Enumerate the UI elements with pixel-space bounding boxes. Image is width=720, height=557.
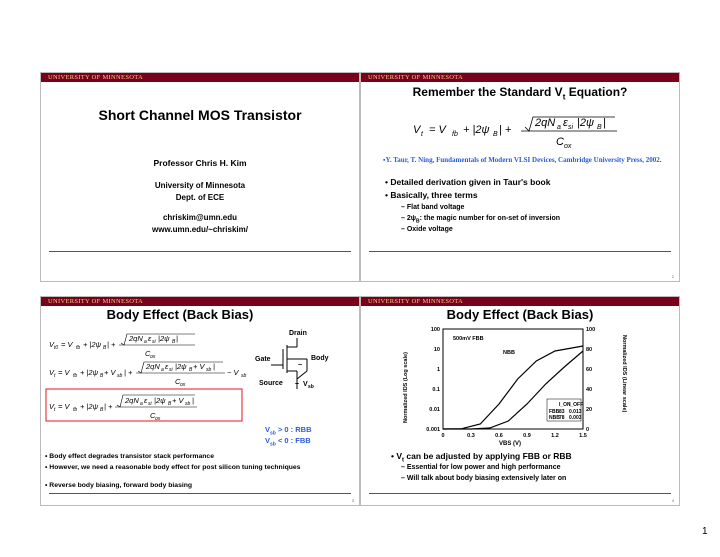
svg-text:fb: fb bbox=[76, 345, 81, 351]
y-right-tick: 100 bbox=[586, 327, 596, 333]
svg-text:| +: | + bbox=[124, 368, 133, 377]
svg-text:si: si bbox=[152, 339, 156, 345]
vbs-ids-chart bbox=[401, 323, 651, 448]
slide1-title: Short Channel MOS Transistor bbox=[98, 107, 302, 123]
svg-text:|: | bbox=[603, 117, 606, 129]
svg-text:− V: − V bbox=[227, 368, 239, 377]
university-header: UNIVERSITY OF MINNESOTA bbox=[368, 298, 463, 305]
page-number: 1 bbox=[702, 526, 708, 537]
svg-text:sb: sb bbox=[117, 373, 123, 379]
svg-text:ε: ε bbox=[165, 362, 169, 371]
svg-text:fb: fb bbox=[73, 407, 78, 413]
svg-text:si: si bbox=[148, 401, 152, 407]
svg-text:t: t bbox=[54, 407, 56, 413]
annotation-fbb: 500mV FBB bbox=[453, 336, 484, 342]
svg-text:sb: sb bbox=[308, 384, 314, 390]
y-left-tick: 100 bbox=[430, 327, 440, 333]
x-tick: 0.9 bbox=[523, 433, 531, 439]
svg-text:|: | bbox=[192, 396, 194, 405]
svg-text:|2ψ: |2ψ bbox=[158, 334, 170, 343]
slide4-title: Body Effect (Back Bias) bbox=[446, 307, 594, 322]
svg-text:+ V: + V bbox=[193, 362, 205, 371]
page-number: 4 bbox=[671, 498, 674, 503]
svg-text:+ V: + V bbox=[104, 368, 116, 377]
svg-text:B: B bbox=[493, 131, 498, 138]
svg-text:2qN: 2qN bbox=[535, 117, 556, 129]
svg-text:B: B bbox=[168, 401, 172, 407]
svg-text:|: | bbox=[176, 334, 178, 343]
svg-text:B: B bbox=[103, 345, 107, 351]
svg-text:|2ψ: |2ψ bbox=[577, 117, 594, 129]
svg-text:2qN: 2qN bbox=[125, 396, 139, 405]
table-cell: FBB bbox=[549, 409, 560, 415]
fbb-label: $V_{sb} < 0$ : FBB bbox=[265, 436, 311, 448]
university-header: UNIVERSITY OF MINNESOTA bbox=[48, 74, 143, 81]
slide-4 bbox=[360, 296, 680, 506]
y-left-tick: 0.01 bbox=[429, 407, 440, 413]
page-number: 2 bbox=[671, 274, 674, 279]
y-left-tick: 0.001 bbox=[426, 427, 440, 433]
x-tick: 0.6 bbox=[495, 433, 503, 439]
affiliation-2: Dept. of ECE bbox=[175, 193, 225, 202]
slide3-bullet-2: • However, we need a reasonable body effect for post silicon tuning techniques bbox=[45, 464, 301, 471]
svg-text:| +: | + bbox=[104, 402, 113, 411]
slide4-sub-1: – Essential for low power and high performance bbox=[401, 464, 561, 471]
source-label: Source bbox=[259, 380, 283, 387]
x-tick: 1.5 bbox=[579, 433, 587, 439]
svg-text:+ V: + V bbox=[172, 396, 184, 405]
table-header: I_ON bbox=[559, 402, 571, 408]
slide-3 bbox=[40, 296, 360, 506]
svg-text:= V: = V bbox=[61, 340, 73, 349]
svg-text:ox: ox bbox=[180, 382, 186, 388]
rbb-label: $V_{sb} > 0$ : RBB bbox=[265, 425, 312, 437]
svg-text:si: si bbox=[169, 367, 173, 373]
y-left-label: Normalized IDS (Log scale) bbox=[403, 352, 409, 423]
x-axis-label: VBS (V) bbox=[499, 441, 522, 447]
slide2-sub-3: – Oxide voltage bbox=[401, 226, 453, 233]
svg-text:C: C bbox=[175, 377, 181, 386]
svg-text:sb: sb bbox=[206, 367, 212, 373]
vt-equation bbox=[401, 107, 680, 157]
svg-text:C: C bbox=[556, 136, 564, 148]
svg-text:= V: = V bbox=[58, 368, 70, 377]
footer-line bbox=[49, 251, 351, 252]
y-left-tick: 1 bbox=[436, 367, 440, 373]
svg-text:a: a bbox=[140, 401, 143, 407]
slide2-bullet-2: • Basically, three terms bbox=[385, 190, 478, 200]
mosfet-symbol bbox=[251, 327, 351, 407]
y-right-tick: 0 bbox=[586, 427, 590, 433]
y-right-tick: 80 bbox=[586, 347, 593, 353]
body-label: Body bbox=[311, 355, 329, 362]
svg-text:V: V bbox=[49, 368, 55, 377]
svg-text:C: C bbox=[150, 411, 156, 420]
slide-header-bar bbox=[361, 73, 679, 82]
svg-text:t: t bbox=[54, 373, 56, 379]
svg-text:ε: ε bbox=[144, 396, 148, 405]
svg-text:V: V bbox=[303, 381, 308, 388]
email: chriskim@umn.edu bbox=[162, 213, 238, 222]
x-tick: 1.2 bbox=[551, 433, 559, 439]
table-cell: 83 bbox=[559, 409, 565, 415]
svg-text:ox: ox bbox=[155, 416, 161, 422]
y-left-tick: 10 bbox=[433, 347, 440, 353]
annotation-nbb: NBB bbox=[503, 350, 515, 356]
svg-text:−: − bbox=[298, 362, 303, 369]
svg-text:+ |2ψ: + |2ψ bbox=[80, 402, 99, 411]
slide3-title: Body Effect (Back Bias) bbox=[106, 307, 254, 322]
svg-text:V: V bbox=[49, 340, 55, 349]
svg-text:fb: fb bbox=[452, 131, 458, 138]
svg-text:t: t bbox=[421, 131, 423, 138]
footer-line bbox=[369, 251, 671, 252]
svg-text:ox: ox bbox=[150, 354, 156, 360]
slide2-sub-2: – $2\psi_B$: the magic number for on-set of inversion bbox=[401, 215, 561, 225]
slide2-sub-1: – Flat band voltage bbox=[401, 204, 465, 211]
svg-text:2qN: 2qN bbox=[129, 334, 143, 343]
svg-text:+ |2ψ: + |2ψ bbox=[83, 340, 102, 349]
y-left-tick: 0.1 bbox=[432, 387, 440, 393]
slide2-bullet-1: • Detailed derivation given in Taur's book bbox=[385, 177, 551, 187]
table-cell: NBB bbox=[549, 415, 560, 421]
slide2-title: Remember the Standard $V_t$ Equation? bbox=[412, 85, 628, 102]
x-tick: 0.3 bbox=[467, 433, 475, 439]
svg-text:B: B bbox=[172, 339, 176, 345]
svg-text:B: B bbox=[100, 407, 104, 413]
table-header: I_OFF bbox=[569, 402, 584, 408]
svg-text:ε: ε bbox=[148, 334, 152, 343]
svg-text:| +: | + bbox=[499, 124, 512, 136]
svg-text:a: a bbox=[161, 367, 164, 373]
slide-header-bar bbox=[41, 73, 359, 82]
svg-text:C: C bbox=[145, 349, 151, 358]
body-effect-equations bbox=[45, 325, 255, 447]
svg-text:+: + bbox=[295, 381, 300, 388]
university-header: UNIVERSITY OF MINNESOTA bbox=[48, 298, 143, 305]
svg-text:|2ψ: |2ψ bbox=[154, 396, 166, 405]
svg-text:ε: ε bbox=[563, 117, 568, 129]
y-right-tick: 40 bbox=[586, 387, 593, 393]
svg-text:a: a bbox=[144, 339, 147, 345]
slide-header-bar bbox=[41, 297, 359, 306]
table-cell: 78 bbox=[559, 415, 565, 421]
svg-text:2qN: 2qN bbox=[146, 362, 160, 371]
svg-text:V: V bbox=[49, 402, 55, 411]
reference: ▪Y. Taur, T. Ning, Fundamentals of Modern VLSI Devices, Cambridge University Press, 2002. bbox=[383, 156, 662, 164]
svg-text:= V: = V bbox=[58, 402, 70, 411]
page-number: 3 bbox=[351, 498, 354, 503]
website: www.umn.edu/~chriskim/ bbox=[152, 225, 248, 234]
drain-label: Drain bbox=[289, 330, 307, 337]
svg-text:|: | bbox=[213, 362, 215, 371]
svg-text:| +: | + bbox=[107, 340, 116, 349]
table-cell: 0.013 bbox=[569, 409, 582, 415]
svg-text:sb: sb bbox=[185, 401, 191, 407]
y-right-tick: 60 bbox=[586, 367, 593, 373]
svg-text:sb: sb bbox=[241, 373, 247, 379]
slide3-bullet-3: • Reverse body biasing, forward body biasing bbox=[45, 482, 193, 489]
slide-2 bbox=[360, 72, 680, 282]
svg-text:B: B bbox=[189, 367, 193, 373]
table-cell: 0.003 bbox=[569, 415, 582, 421]
university-header: UNIVERSITY OF MINNESOTA bbox=[368, 74, 463, 81]
svg-text:B: B bbox=[597, 124, 602, 131]
svg-text:V: V bbox=[413, 124, 421, 136]
svg-text:B: B bbox=[100, 373, 104, 379]
svg-text:+ |2ψ: + |2ψ bbox=[463, 124, 490, 136]
svg-text:t0: t0 bbox=[54, 345, 59, 351]
slide4-sub-2: – Will talk about body biasing extensively later on bbox=[401, 475, 567, 482]
svg-text:ox: ox bbox=[564, 143, 572, 150]
slide-header-bar bbox=[361, 297, 679, 306]
svg-text:|2ψ: |2ψ bbox=[175, 362, 187, 371]
svg-text:fb: fb bbox=[73, 373, 78, 379]
svg-text:+ |2ψ: + |2ψ bbox=[80, 368, 99, 377]
slide3-bullet-1: • Body effect degrades transistor stack performance bbox=[45, 453, 214, 460]
svg-text:si: si bbox=[568, 124, 574, 131]
author: Professor Chris H. Kim bbox=[153, 158, 247, 168]
slide4-bullet-1: • $V_t$ can be adjusted by applying FBB or RBB bbox=[391, 451, 572, 464]
y-right-label: Normalized IDS (Linear scale) bbox=[621, 335, 627, 413]
y-right-tick: 20 bbox=[586, 407, 593, 413]
footer-line bbox=[49, 493, 351, 494]
x-tick: 0 bbox=[441, 433, 445, 439]
svg-text:= V: = V bbox=[429, 124, 446, 136]
affiliation-1: University of Minnesota bbox=[154, 181, 246, 190]
footer-line bbox=[369, 493, 671, 494]
slide-1 bbox=[40, 72, 360, 282]
svg-text:a: a bbox=[557, 124, 561, 131]
gate-label: Gate bbox=[255, 356, 271, 363]
